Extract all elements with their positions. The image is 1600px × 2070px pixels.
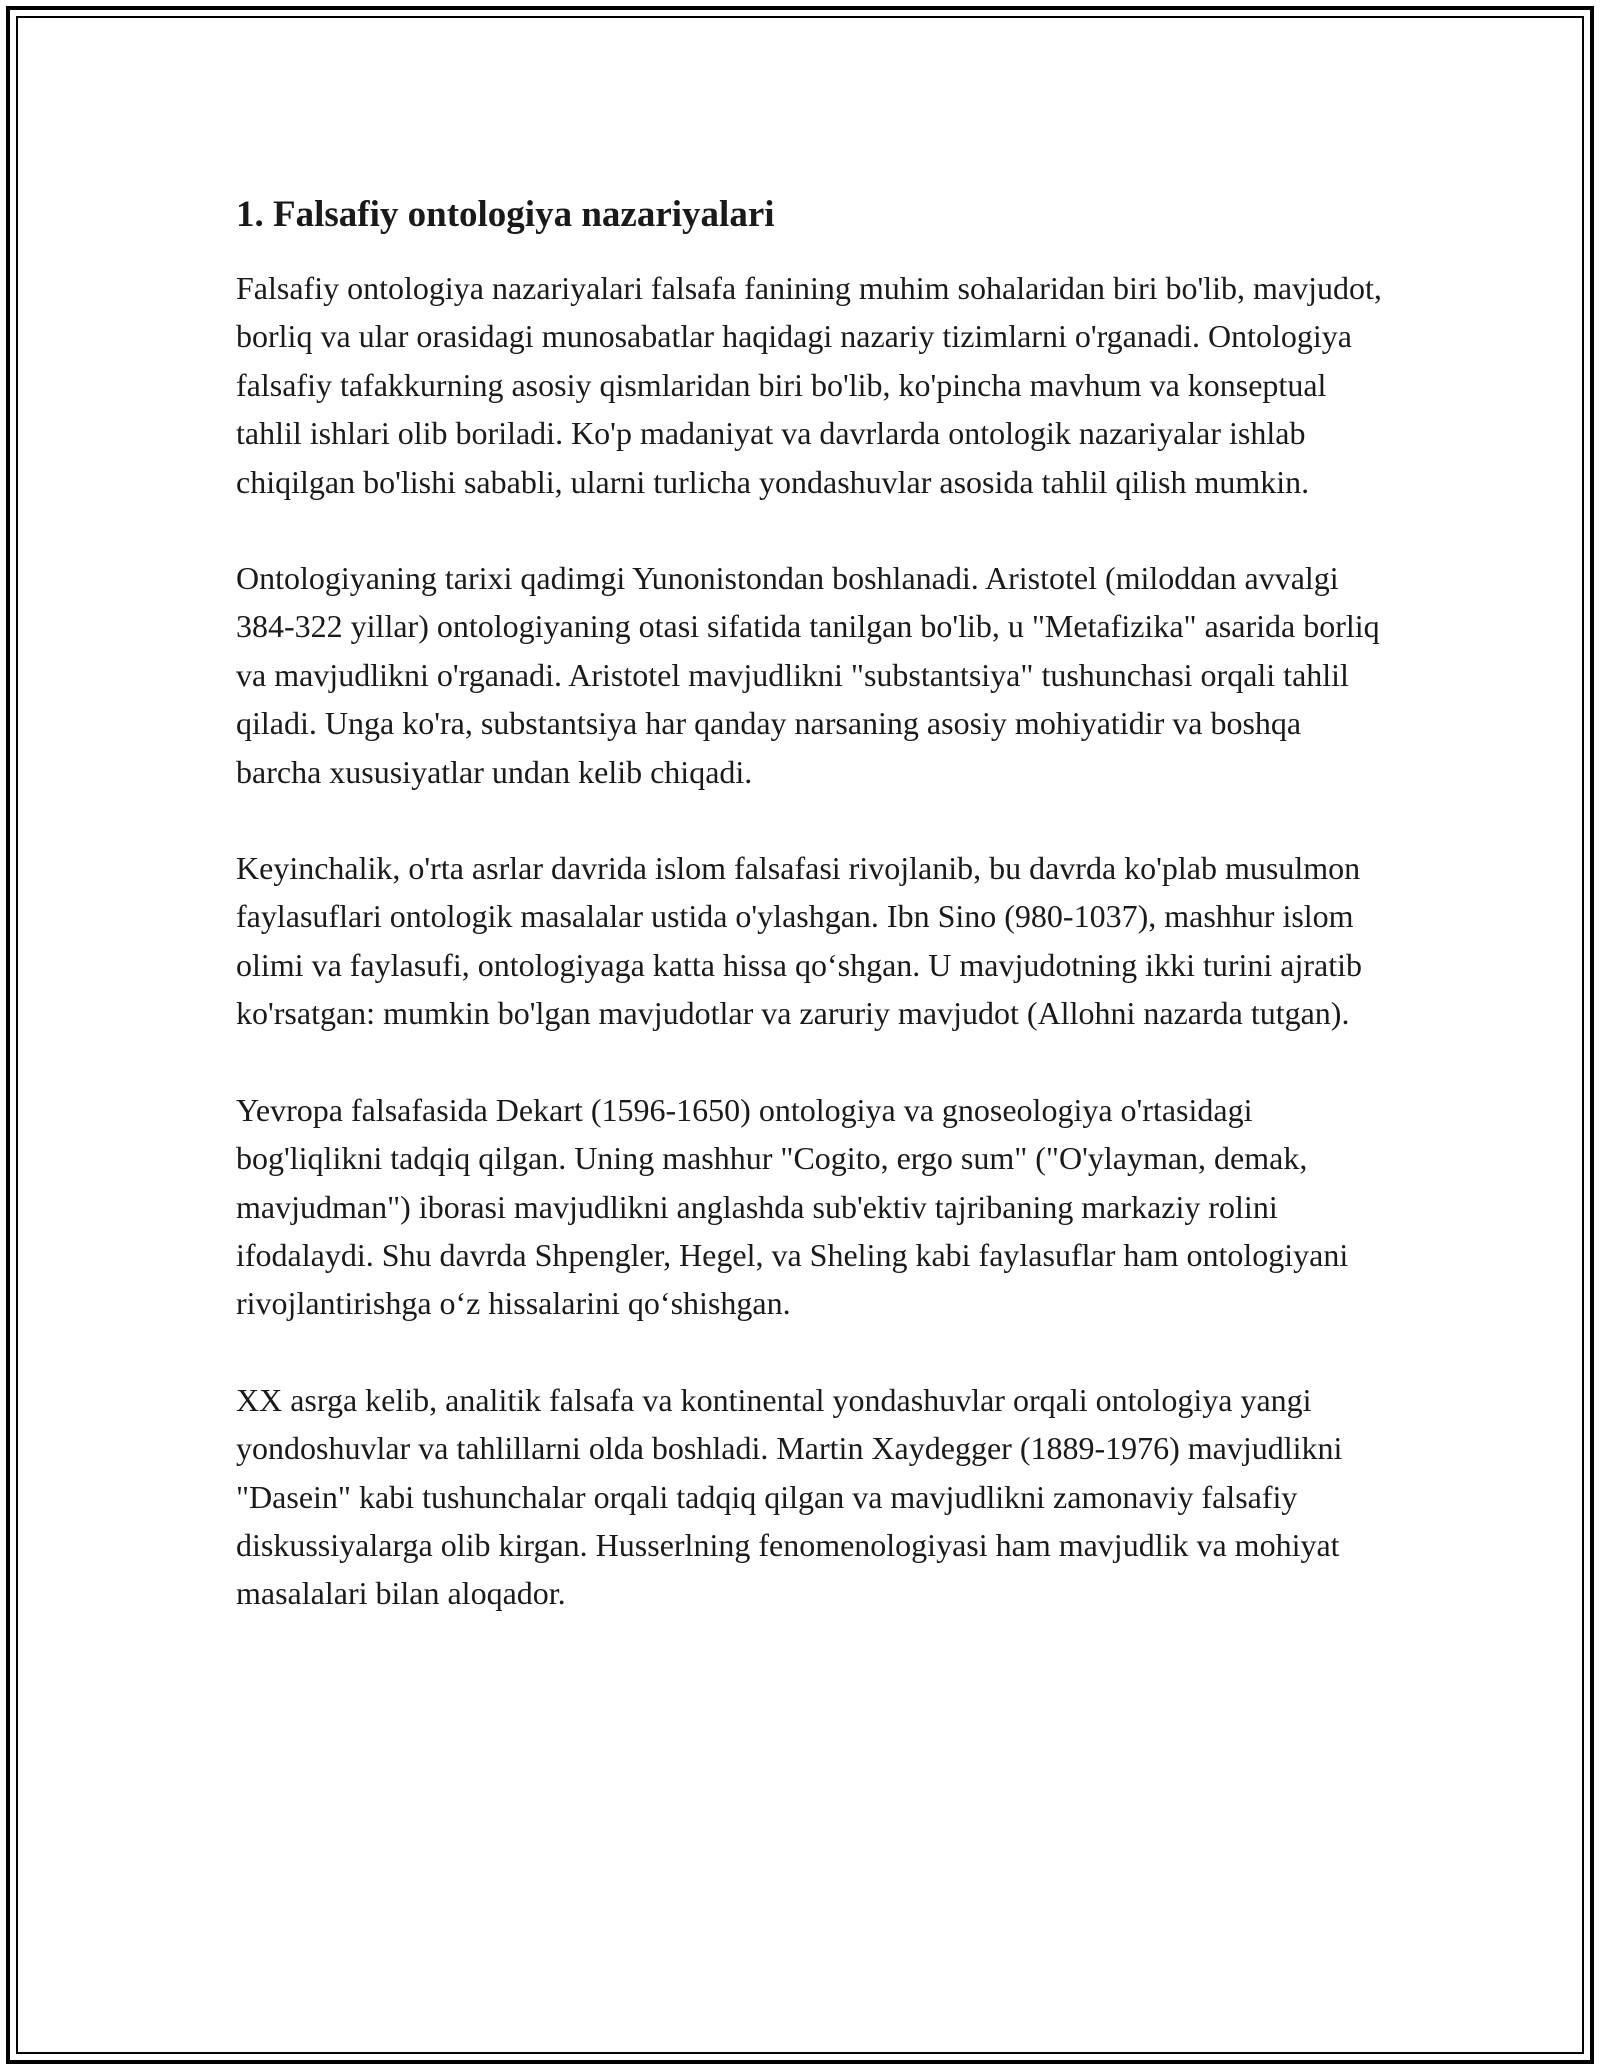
paragraph-intro: Falsafiy ontologiya nazariyalari falsafa fanining muhim sohalaridan biri bo'lib, mavjudot, borliq va ular orasidagi munosabatlar haqidagi nazariy tizimlarni o'rganadi. Ontologiya falsafiy tafakkurning asosiy qismlaridan biri bo'lib, ko'pincha mavhum va konseptual tahlil ishlari olib boriladi. Ko'p madaniyat va davrlarda ontologik nazariyalar ishlab chiqilgan bo'lishi sababli, ularni turlicha yondashuvlar asosida tahlil qilish mumkin. (236, 270, 1382, 500)
paragraph-ibn-sino: Keyinchalik, o'rta asrlar davrida islom falsafasi rivojlanib, bu davrda ko'plab musulmon faylasuflari ontologik masalalar ustida o'ylashgan. Ibn Sino (980-1037), mashhur islom olimi va faylasufi, ontologiyaga katta hissa qo‘shgan. U mavjudotning ikki turini ajratib ko'rsatgan: mumkin bo'lgan mavjudotlar va zaruriy mavjudot (Allohni nazarda tutgan). (236, 850, 1363, 1032)
section-title: 1. Falsafiy ontologiya nazariyalari (236, 194, 775, 235)
document-body (236, 188, 1386, 1618)
paragraph-descartes: Yevropa falsafasida Dekart (1596-1650) ontologiya va gnoseologiya o'rtasidagi bog'liqlikni tadqiq qilgan. Uning mashhur "Cogito, ergo sum" ("O'ylayman, demak, mavjudman") iborasi mavjudlikni anglashda sub'ektiv tajribaning markaziy rolini ifodalaydi. Shu davrda Shpengler, Hegel, va Sheling kabi faylasuflar ham ontologiyani rivojlantirishga o‘z hissalarini qo‘shishgan. (236, 1091, 1349, 1322)
paragraph-aristotle: Ontologiyaning tarixi qadimgi Yunonistondan boshlanadi. Aristotel (miloddan avvalgi 384-322 yillar) ontologiyaning otasi sifatida tanilgan bo'lib, u "Metafizika" asarida borliq va mavjudlikni o'rganadi. Aristotel mavjudlikni "substantsiya" tushunchasi orqali tahlil qiladi. Unga ko'ra, substantsiya har qanday narsaning asosiy mohiyatidir va boshqa barcha xususiyatlar undan kelib chiqadi. (236, 560, 1380, 790)
paragraph-heidegger: XX asrga kelib, analitik falsafa va kontinental yondashuvlar orqali ontologiya yangi yondoshuvlar va tahlillarni olda boshladi. Martin Xaydegger (1889-1976) mavjudlikni "Dasein" kabi tushunchalar orqali tadqiq qilgan va mavjudlikni zamonaviy falsafiy diskussiyalarga olib kirgan. Husserlning fenomenologiyasi ham mavjudlik va mohiyat masalalari bilan aloqador. (236, 1381, 1343, 1612)
